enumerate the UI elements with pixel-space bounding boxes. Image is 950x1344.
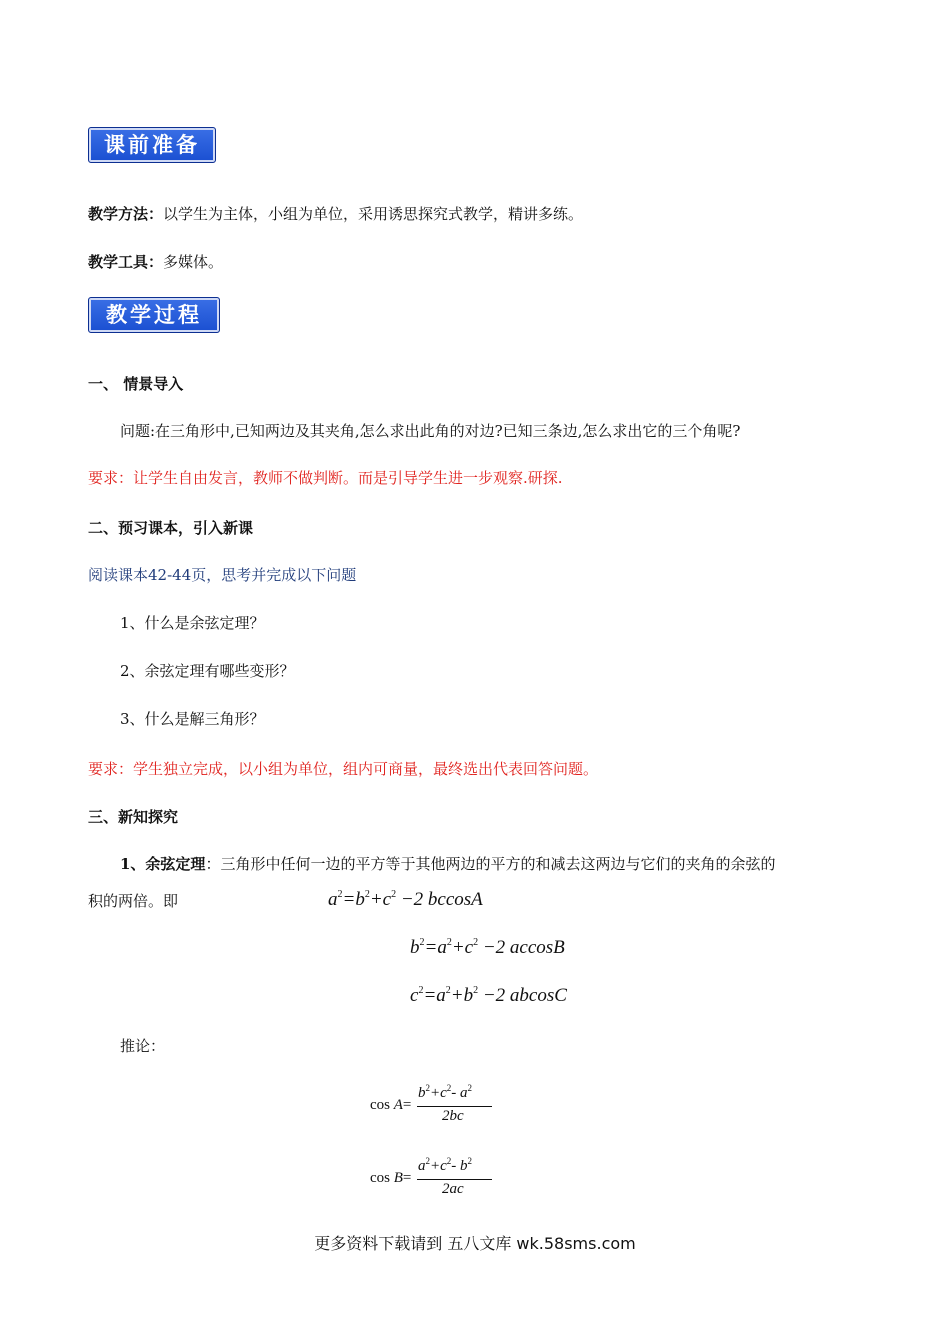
section1-question: 问题:在三角形中,已知两边及其夹角,怎么求出此角的对边?已知三条边,怎么求出它的三个角呢? — [120, 422, 741, 440]
section2-q3: 3、什么是解三角形？ — [120, 710, 265, 728]
method-text: 以学生为主体，小组为单位，采用诱思探究式教学，精讲多练。 — [163, 205, 584, 223]
formula-cos-a: cos A= $b^2+c^2-$ $a^2$ 2bc — [370, 1083, 500, 1128]
prep-badge: 课前准备 — [88, 127, 216, 163]
formula-c-squared: $c^2=a^2+b^2 -2$ abcosC — [410, 985, 567, 1006]
section2-requirement: 要求：学生独立完成，以小组为单位，组内可商量，最终选出代表回答问题。 — [88, 760, 599, 778]
section2-heading: 二、预习课本，引入新课 — [88, 519, 254, 537]
tools-line — [88, 251, 223, 272]
theorem-text-2: 积的两倍。即 — [88, 892, 179, 910]
section2-reading: 阅读课本42-44页，思考并完成以下问题 — [88, 566, 357, 584]
formula-b-squared: $b^2=a^2+c^2 -2$ accosB — [410, 937, 565, 958]
tools-label: 教学工具： — [88, 253, 164, 271]
method-label: 教学方法： — [88, 205, 164, 223]
theorem-line — [120, 853, 775, 874]
footer-link[interactable]: 更多资料下载请到 五八文库 wk.58sms.com — [314, 1234, 636, 1253]
theorem-text: ：三角形中任何一边的平方等于其他两边的平方的和减去这两边与它们的夹角的余弦的 — [205, 855, 776, 873]
section2-q1: 1、什么是余弦定理？ — [120, 614, 265, 632]
method-line — [88, 203, 583, 224]
section1-requirement: 要求：让学生自由发言，教师不做判断。而是引导学生进一步观察.研探. — [88, 469, 563, 487]
process-badge: 教学过程 — [88, 297, 220, 333]
formula-cos-b: cos B= $a^2+c^2-$ $b^2$ 2ac — [370, 1156, 500, 1201]
section1-heading: 一、 情景导入 — [88, 375, 184, 393]
section2-q2: 2、余弦定理有哪些变形？ — [120, 662, 295, 680]
corollary-label: 推论： — [120, 1037, 166, 1055]
theorem-label: 1、余弦定理 — [120, 855, 206, 873]
formula-a-squared: $a^2=b^2+c^2 -2$ bccosA — [328, 889, 483, 910]
section3-heading: 三、新知探究 — [88, 808, 179, 826]
tools-text: 多媒体。 — [163, 253, 224, 271]
